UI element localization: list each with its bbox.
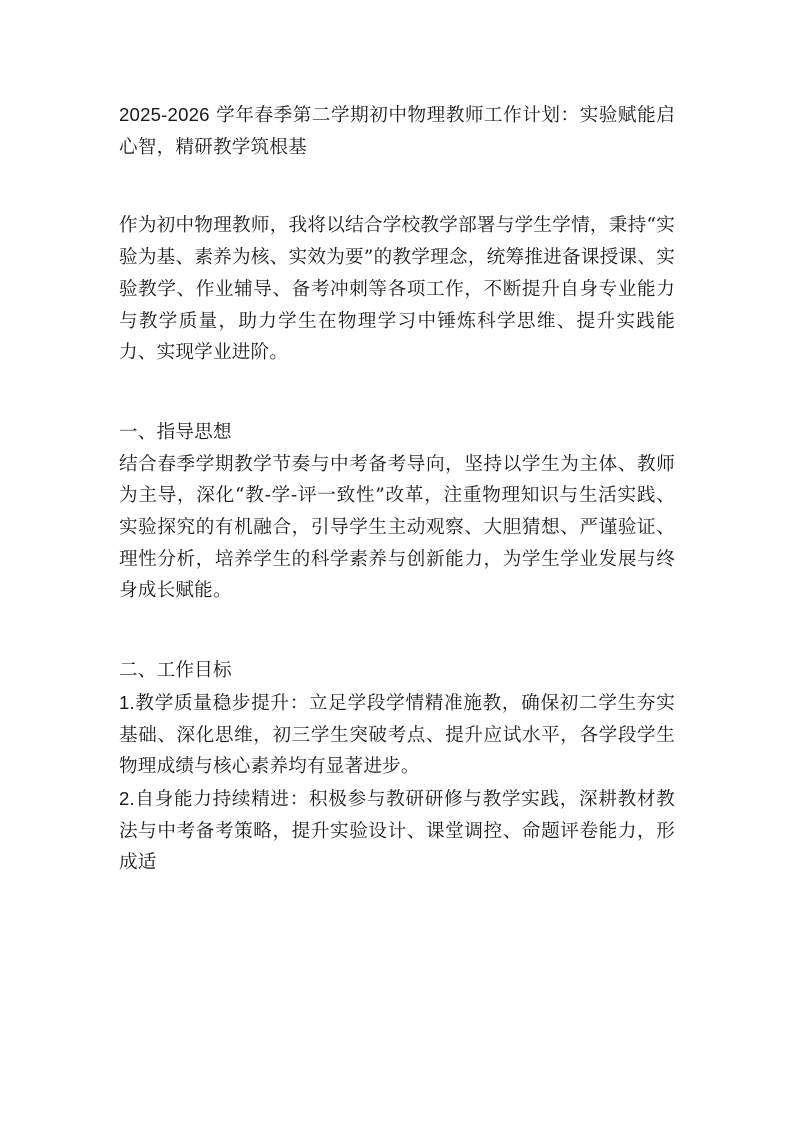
goal-number: 1. [119,691,135,713]
section-heading: 二、工作目标 [119,660,232,682]
goal-text: 自身能力持续精进：积极参与教研研修与教学实践，深耕教材教法与中考备考策略，提升实验设计、课堂调控、命题评卷能力，形成适 [119,788,675,874]
title-year: 2025-2026 [119,104,210,125]
section-work-goals [119,655,675,879]
document-page [119,99,675,927]
goal-item [119,783,675,879]
intro-paragraph: 作为初中物理教师，我将以结合学校教学部署与学生学情，秉持“实验为基、素养为核、实效为要”的教学理念，统筹推进备课授课、实验教学、作业辅导、备考冲刺等各项工作，不断提升自身专业能力与教学质量，助力学生在物理学习中锤炼科学思维、提升实践能力、实现学业进阶。 [119,215,675,364]
goal-number: 2. [119,787,135,809]
document-title [119,99,675,163]
section-heading: 一、指导思想 [119,421,232,443]
section-guiding-ideology [119,417,675,607]
goal-item [119,687,675,783]
title-text: 学年春季第二学期初中物理教师工作计划：实验赋能启心智，精研教学筑根基 [119,105,675,158]
section-body: 结合春季学期教学节奏与中考备考导向，坚持以学生为主体、教师为主导，深化“教-学-评一致性”改革，注重物理知识与生活实践、实验探究的有机融合，引导学生主动观察、大胆猜想、严谨验证、理性分析，培养学生的科学素养与创新能力，为学生学业发展与终身成长赋能。 [119,453,675,602]
goal-text: 教学质量稳步提升：立足学段学情精准施教，确保初二学生夯实基础、深化思维，初三学生突破考点、提升应试水平，各学段学生物理成绩与核心素养均有显著进步。 [119,692,675,778]
